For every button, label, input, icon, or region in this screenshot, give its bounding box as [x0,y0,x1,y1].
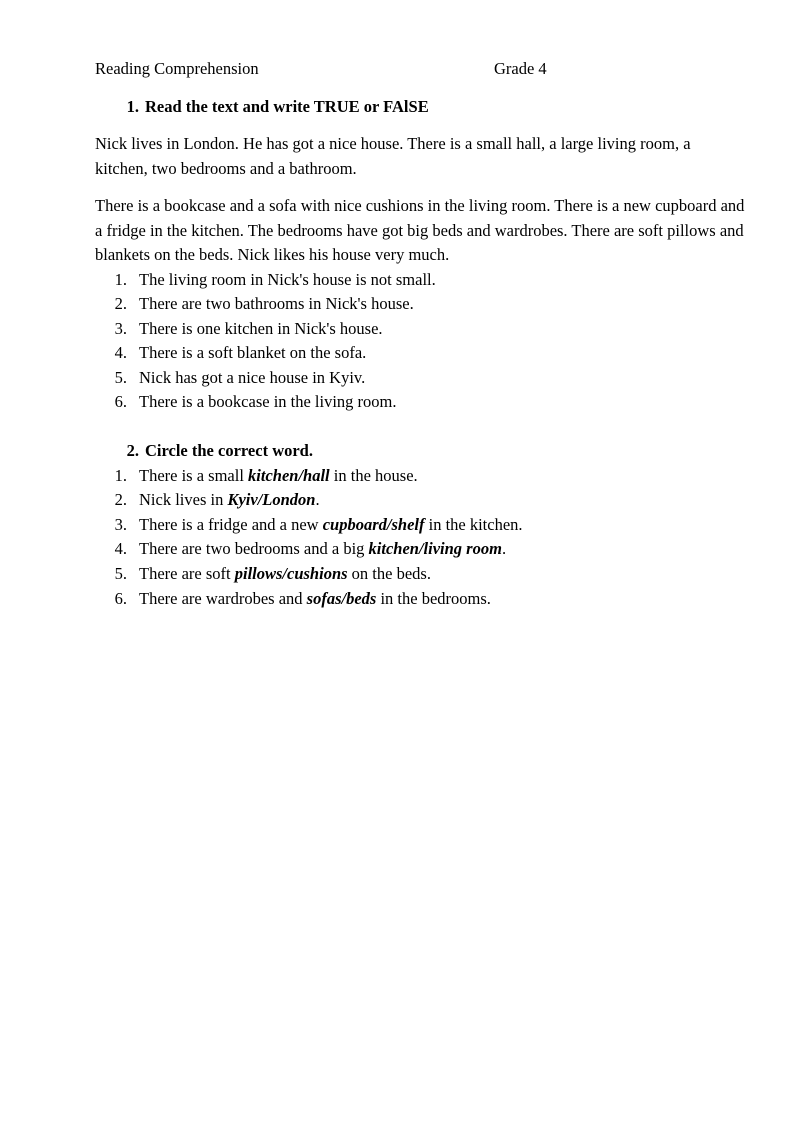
item-text-after: in the house. [329,465,418,485]
item-number: 4. [114,539,127,559]
statement-item [95,292,745,317]
statement-text: There is one kitchen in Nick's house. [139,318,383,338]
worksheet-header [95,58,745,80]
circle-item [95,488,745,513]
grade-label: Grade 4 [494,59,547,78]
statement-text: The living room in Nick's house is not small. [139,269,436,289]
item-number: 1. [114,465,127,485]
task1-title [95,96,745,118]
circle-item [95,537,745,562]
statement-number: 5. [114,367,127,387]
statement-text: There are two bathrooms in Nick's house. [139,294,414,314]
reading-paragraph-2: There is a bookcase and a sofa with nice cushions in the living room. There is a new cupboard and a fridge in the kitchen. The bedrooms have got big beds and wardrobes. There are soft pillows and blankets on the beds. Nick likes his house very much. [95,196,745,264]
item-text-after: in the kitchen. [424,514,523,534]
subject-label: Reading Comprehension [95,59,259,78]
item-text-before: There are wardrobes and [139,588,307,608]
word-options[interactable]: sofas/beds [306,588,377,608]
statement-item [95,317,745,342]
item-number: 2. [114,490,127,510]
item-text-before: There is a fridge and a new [139,514,323,534]
circle-item [95,587,745,612]
statement-item [95,341,745,366]
item-text-after: . [501,539,507,559]
word-options[interactable]: Kyiv/London [227,490,316,510]
item-text-before: Nick lives in [139,490,228,510]
item-text-after: . [315,490,320,510]
circle-word-items [95,464,745,612]
statement-item [95,390,745,415]
task2-number: 2. [126,441,139,461]
item-text-before: There are soft [139,564,235,584]
task1-number: 1. [126,97,139,116]
statement-number: 6. [114,392,127,412]
circle-item [95,562,745,587]
task2-title-text: Circle the correct word. [145,441,313,461]
worksheet-page [95,58,745,611]
statement-number: 3. [114,318,127,338]
word-options[interactable]: pillows/cushions [234,564,348,584]
item-number: 6. [114,588,127,608]
item-number: 3. [114,514,127,534]
word-options[interactable]: kitchen/living room [368,539,502,559]
true-false-statements [95,268,745,416]
statement-text: Nick has got a nice house in Kyiv. [139,367,366,387]
statement-item [95,268,745,293]
statement-number: 1. [114,269,127,289]
item-text-after: on the beds. [347,564,431,584]
task1-title-text: Read the text and write TRUE or FAlSE [145,97,429,116]
statement-number: 4. [114,343,127,363]
statement-text: There is a bookcase in the living room. [139,392,397,412]
statement-number: 2. [114,294,127,314]
word-options[interactable]: kitchen/hall [248,465,330,485]
word-options[interactable]: cupboard/shelf [322,514,425,534]
item-text-before: There is a small [139,465,249,485]
item-text-after: in the bedrooms. [376,588,491,608]
statement-item [95,366,745,391]
reading-paragraph-1: Nick lives in London. He has got a nice house. There is a small hall, a large living room, a kitchen, two bedrooms and a bathroom. [95,134,691,178]
circle-item [95,464,745,489]
item-text-before: There are two bedrooms and a big [139,539,369,559]
circle-item [95,513,745,538]
statement-text: There is a soft blanket on the sofa. [139,343,367,363]
item-number: 5. [114,564,127,584]
task2-title [95,439,745,464]
